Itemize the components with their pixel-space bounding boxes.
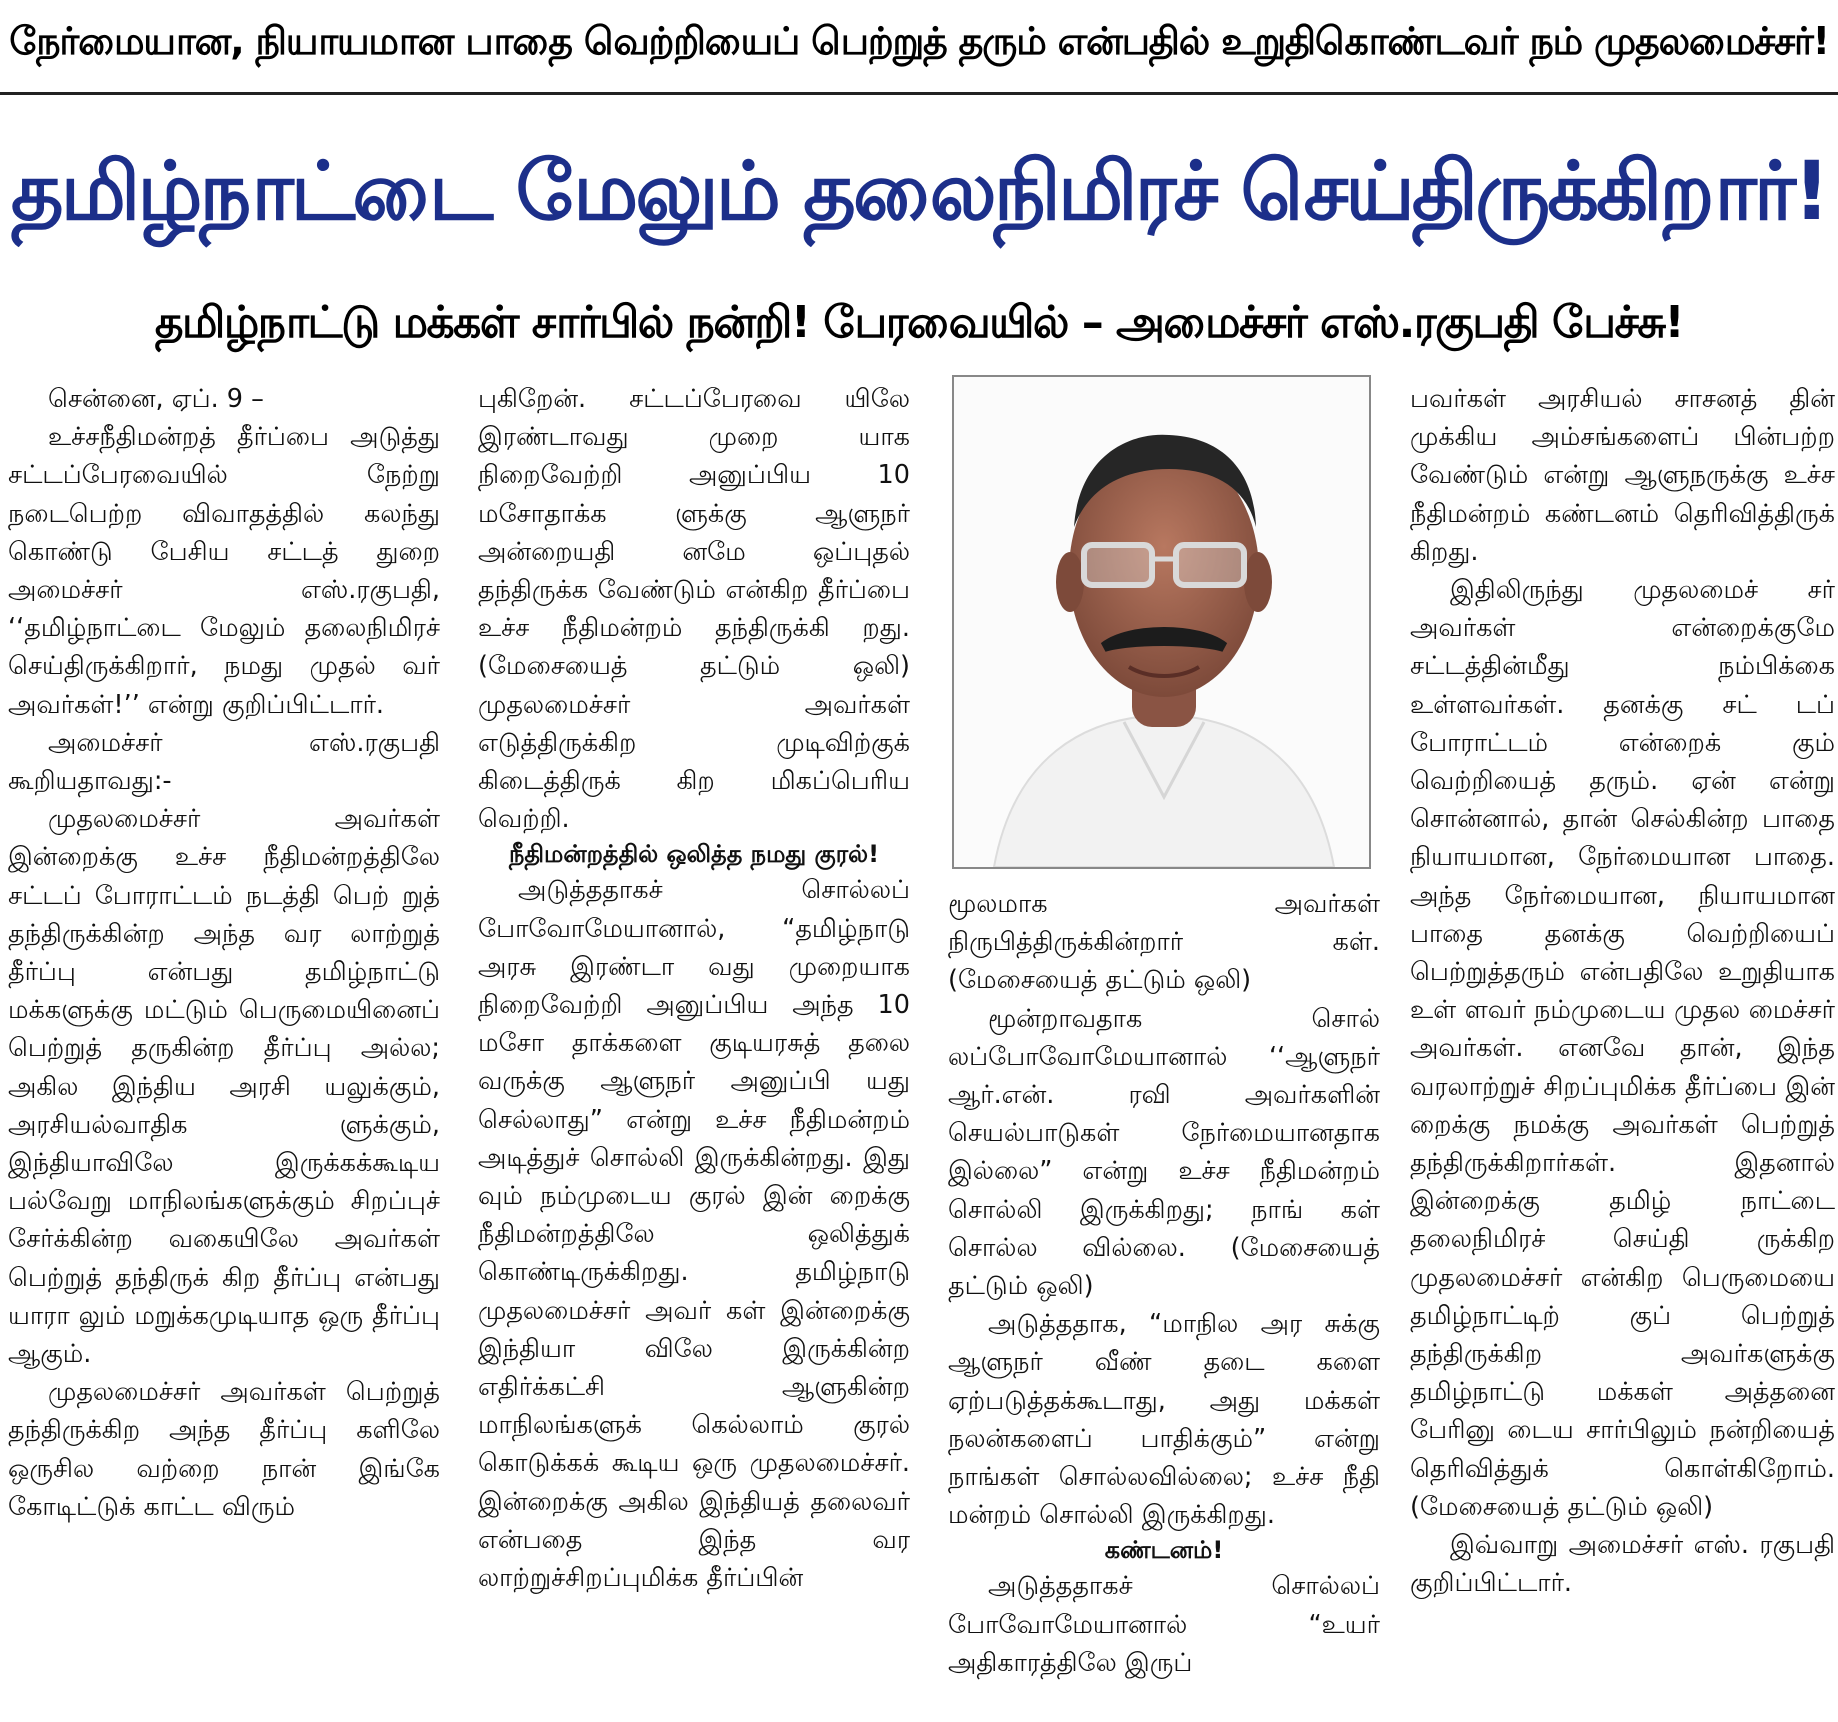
paragraph: புகிறேன். சட்டப்பேரவை யிலே இரண்டாவது முறை யாக நிறைவேற்றி அனுப்பிய 10 மசோதாக்க ளுக்கு ஆளுநர் அன்றையதி னமே ஒப்புதல் தந்திருக்க வேண்டும் என்கிற தீர்ப்பை உச்ச நீதிமன்றம் தந்திருக்கி றது. (மேசையைத் தட்டும் ஒலி) முதலமைச்சர் அவர்கள் எடுத்திருக்கிற முடிவிற்குக் கிடைத்திருக் கிற மிகப்பெரிய வெற்றி. [478,384,910,835]
paragraph: இவ்வாறு அமைச்சர் எஸ். ரகுபதி குறிப்பிட்டார். [1410,1530,1835,1599]
paragraph: பவர்கள் அரசியல் சாசனத் தின் முக்கிய அம்சங்களைப் பின்பற்ற வேண்டும் என்று ஆளுநருக்கு உச்ச நீதிமன்றம் கண்டனம் தெரிவித்திருக் கிறது. [1410,384,1835,567]
section-subheading: கண்டனம்! [1104,1536,1224,1565]
article-column-3 [948,885,1380,1682]
paragraph: அடுத்ததாகச் சொல்லப் போவோமேயானால் “உயர் அதிகாரத்திலே இருப் [948,1571,1380,1678]
paragraph: உச்சநீதிமன்றத் தீர்ப்பை அடுத்து சட்டப்பேரவையில் நேற்று நடைபெற்ற விவாதத்தில் கலந்து கொண்டு பேசிய சட்டத் துறை அமைச்சர் எஸ்.ரகுபதி, ‘‘தமிழ்நாட்டை மேலும் தலைநிமிரச் செய்திருக்கிறார், நமது முதல் வர் அவர்கள்!’’ என்று குறிப்பிட்டார். [8,422,440,720]
article-column-1 [8,380,440,1526]
paragraph: முதலமைச்சர் அவர்கள் பெற்றுத் தந்திருக்கிற அந்த தீர்ப்பு களிலே ஒருசில வற்றை நான் இங்கே கோடிட்டுக் காட்ட விரும் [8,1377,440,1522]
article-column-2 [478,380,910,1597]
paragraph: அடுத்ததாக, “மாநில அர சுக்கு ஆளுநர் வீண் தடை களை ஏற்படுத்தக்கூடாது, அது மக்கள் நலன்களைப் பாதிக்கும்” என்று நாங்கள் சொல்லவில்லை; உச்ச நீதி மன்றம் சொல்லி இருக்கிறது. [948,1309,1380,1531]
kicker-headline: நேர்மையான, நியாயமான பாதை வெற்றியைப் பெற்றுத் தரும் என்பதில் உறுதிகொண்டவர் நம் முதலமைச்சர்! [9,19,1829,63]
portrait-illustration [954,377,1369,867]
section-subheading: நீதிமன்றத்தில் ஒலித்த நமது குரல்! [508,840,880,869]
paragraph: இதிலிருந்து முதலமைச் சர் அவர்கள் என்றைக்குமே சட்டத்தின்மீது நம்பிக்கை உள்ளவர்கள். தனக்கு சட் டப் போராட்டம் என்றைக் கும் வெற்றியைத் தரும். ஏன் என்று சொன்னால், தான் செல்கின்ற பாதை நியாயமான, நேர்மையான பாதை. அந்த நேர்மையான, நியாயமான பாதை தனக்கு வெற்றியைப் பெற்றுத்தரும் என்பதிலே உறுதியாக உள் ளவர் நம்முடைய முதல மைச்சர் அவர்கள். எனவே தான், இந்த வரலாற்றுச் சிறப்புமிக்க தீர்ப்பை இன் றைக்கு நமக்கு அவர்கள் பெற்றுத் தந்திருக்கிறார்கள். இதனால் இன்றைக்கு தமிழ் நாட்டை தலைநிமிரச் செய்தி ருக்கிற முதலமைச்சர் என்கிற பெருமையை தமிழ்நாட்டிற் குப் பெற்றுத் தந்திருக்கிற அவர்களுக்கு தமிழ்நாட்டு மக்கள் அத்தனை பேரினு டைய சார்பிலும் நன்றியைத் தெரிவித்துக் கொள்கிறோம். (மேசையைத் தட்டும் ஒலி) [1410,575,1835,1522]
article-column-4 [1410,380,1835,1603]
sub-headline: தமிழ்நாட்டு மக்கள் சார்பில் நன்றி! பேரவையில் – அமைச்சர் எஸ்.ரகுபதி பேச்சு! [154,296,1684,348]
dateline: சென்னை, ஏப். 9 – [48,384,264,414]
paragraph: அடுத்ததாகச் சொல்லப் போவோமேயானால், “தமிழ்நாடு அரசு இரண்டா வது முறையாக நிறைவேற்றி அனுப்பிய அந்த 10 மசோ தாக்களை குடியரசுத் தலை வருக்கு ஆளுநர் அனுப்பி யது செல்லாது” என்று உச்ச நீதிமன்றம் அடித்துச் சொல்லி இருக்கின்றது. இது வும் நம்முடைய குரல் இன் றைக்கு நீதிமன்றத்திலே ஒலித்துக் கொண்டிருக்கிறது. தமிழ்நாடு முதலமைச்சர் அவர் கள் இன்றைக்கு இந்தியா விலே இருக்கின்ற எதிர்க்கட்சி ஆளுகின்ற மாநிலங்களுக் கெல்லாம் குரல் கொடுக்கக் கூடிய ஒரு முதலமைச்சர். இன்றைக்கு அகில இந்தியத் தலைவர் என்பதை இந்த வர லாற்றுச்சிறப்புமிக்க தீர்ப்பின் [478,875,910,1594]
main-headline: தமிழ்நாட்டை மேலும் தலைநிமிரச் செய்திருக்கிறார்! [10,144,1828,239]
paragraph: அமைச்சர் எஸ்.ரகுபதி கூறியதாவது:- [8,727,440,797]
paragraph: முதலமைச்சர் அவர்கள் இன்றைக்கு உச்ச நீதிமன்றத்திலே சட்டப் போராட்டம் நடத்தி பெற் றுத் தந்திருக்கின்ற அந்த வர லாற்றுத் தீர்ப்பு என்பது தமிழ்நாட்டு மக்களுக்கு மட்டும் பெருமையினைப் பெற்றுத் தருகின்ற தீர்ப்பு அல்ல; அகில இந்திய அரசி யலுக்கும், அரசியல்வாதிக ளுக்கும், இந்தியாவிலே இருக்கக்கூடிய பல்வேறு மாநிலங்களுக்கும் சிறப்புச் சேர்க்கின்ற வகையிலே அவர்கள் பெற்றுத் தந்திருக் கிற தீர்ப்பு என்பது யாரா லும் மறுக்கமுடியாத ஒரு தீர்ப்பு ஆகும். [8,804,440,1370]
portrait-photo [952,375,1371,869]
paragraph: மூலமாக அவர்கள் நிருபித்திருக்கின்றார் கள். (மேசையைத் தட்டும் ஒலி) [948,889,1380,996]
paragraph: மூன்றாவதாக சொல் லப்போவோமேயானால் ‘‘ஆளுநர் ஆர்.என். ரவி அவர்களின் செயல்பாடுகள் நேர்மையானதாக இல்லை” என்று உச்ச நீதிமன்றம் சொல்லி இருக்கிறது; நாங் கள் சொல்ல வில்லை. (மேசையைத் தட்டும் ஒலி) [948,1003,1380,1302]
header-rule [0,92,1838,95]
